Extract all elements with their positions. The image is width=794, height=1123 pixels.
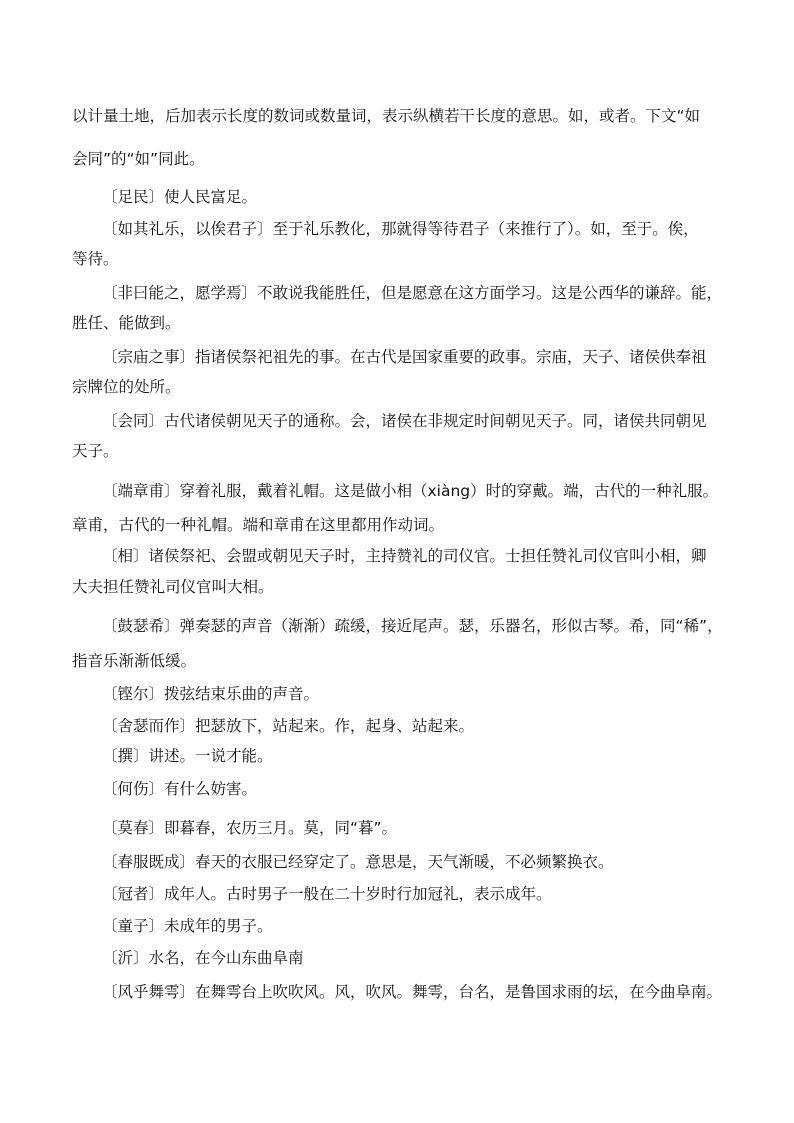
text-line: 等待。 [72, 250, 119, 268]
text-line: 会同”的“如”同此。 [72, 150, 205, 168]
note-entry: 〔铿尔〕拨弦结束乐曲的声音。 [102, 685, 320, 703]
note-entry: 〔非曰能之，愿学焉〕不敢说我能胜任，但是愿意在这方面学习。这是公西华的谦辞。能， [102, 284, 723, 302]
note-entry: 〔莫春〕即暮春，农历三月。莫，同“暮”。 [102, 819, 398, 837]
note-entry: 〔端章甫〕穿着礼服，戴着礼帽。这是做小相（xiàng）时的穿戴。端，古代的一种礼服。 [102, 482, 719, 500]
text-line: 大夫担任赞礼司仪官叫大相。 [72, 578, 274, 596]
note-entry: 〔鼓瑟希〕弹奏瑟的声音（渐渐）疏缓，接近尾声。瑟，乐器名，形似古琴。希，同“稀”， [102, 617, 723, 635]
text-line: 宗牌位的处所。 [72, 378, 181, 396]
note-entry: 〔会同〕古代诸侯朝见天子的通称。会，诸侯在非规定时间朝见天子。同，诸侯共同朝见 [102, 412, 707, 430]
text-line: 以计量土地，后加表示长度的数词或数量词，表示纵横若干长度的意思。如，或者。下文“如 [72, 107, 701, 125]
note-entry: 〔风乎舞雩〕在舞雩台上吹吹风。风，吹风。舞雩，台名，是鲁国求雨的坛，在今曲阜南。 [102, 983, 723, 1001]
note-entry: 〔沂〕水名，在今山东曲阜南 [102, 949, 304, 967]
note-entry: 〔舍瑟而作〕把瑟放下，站起来。作，起身、站起来。 [102, 717, 475, 735]
note-entry: 〔撰〕讲述。一说才能。 [102, 747, 273, 765]
note-entry: 〔相〕诸侯祭祀、会盟或朝见天子时，主持赞礼的司仪官。士担任赞礼司仪官叫小相，卿 [102, 547, 707, 565]
note-entry: 〔冠者〕成年人。古时男子一般在二十岁时行加冠礼，表示成年。 [102, 885, 552, 903]
text-line: 章甫，古代的一种礼帽。端和章甫在这里都用作动词。 [72, 516, 445, 534]
note-entry: 〔如其礼乐，以俟君子〕至于礼乐教化，那就得等待君子（来推行了）。如，至于。俟， [102, 220, 699, 238]
note-entry: 〔足民〕使人民富足。 [102, 188, 258, 206]
text-line: 胜任、能做到。 [72, 314, 181, 332]
note-entry: 〔春服既成〕春天的衣服已经穿定了。意思是，天气渐暖，不必频繁换衣。 [102, 853, 614, 871]
text-line: 指音乐渐渐低缓。 [72, 652, 197, 670]
text-line: 天子。 [72, 442, 119, 460]
note-entry: 〔童子〕未成年的男子。 [102, 917, 273, 935]
note-entry: 〔宗庙之事〕指诸侯祭祀祖先的事。在古代是国家重要的政事。宗庙，天子、诸侯供奉祖 [102, 348, 707, 366]
note-entry: 〔何伤〕有什么妨害。 [102, 780, 258, 798]
